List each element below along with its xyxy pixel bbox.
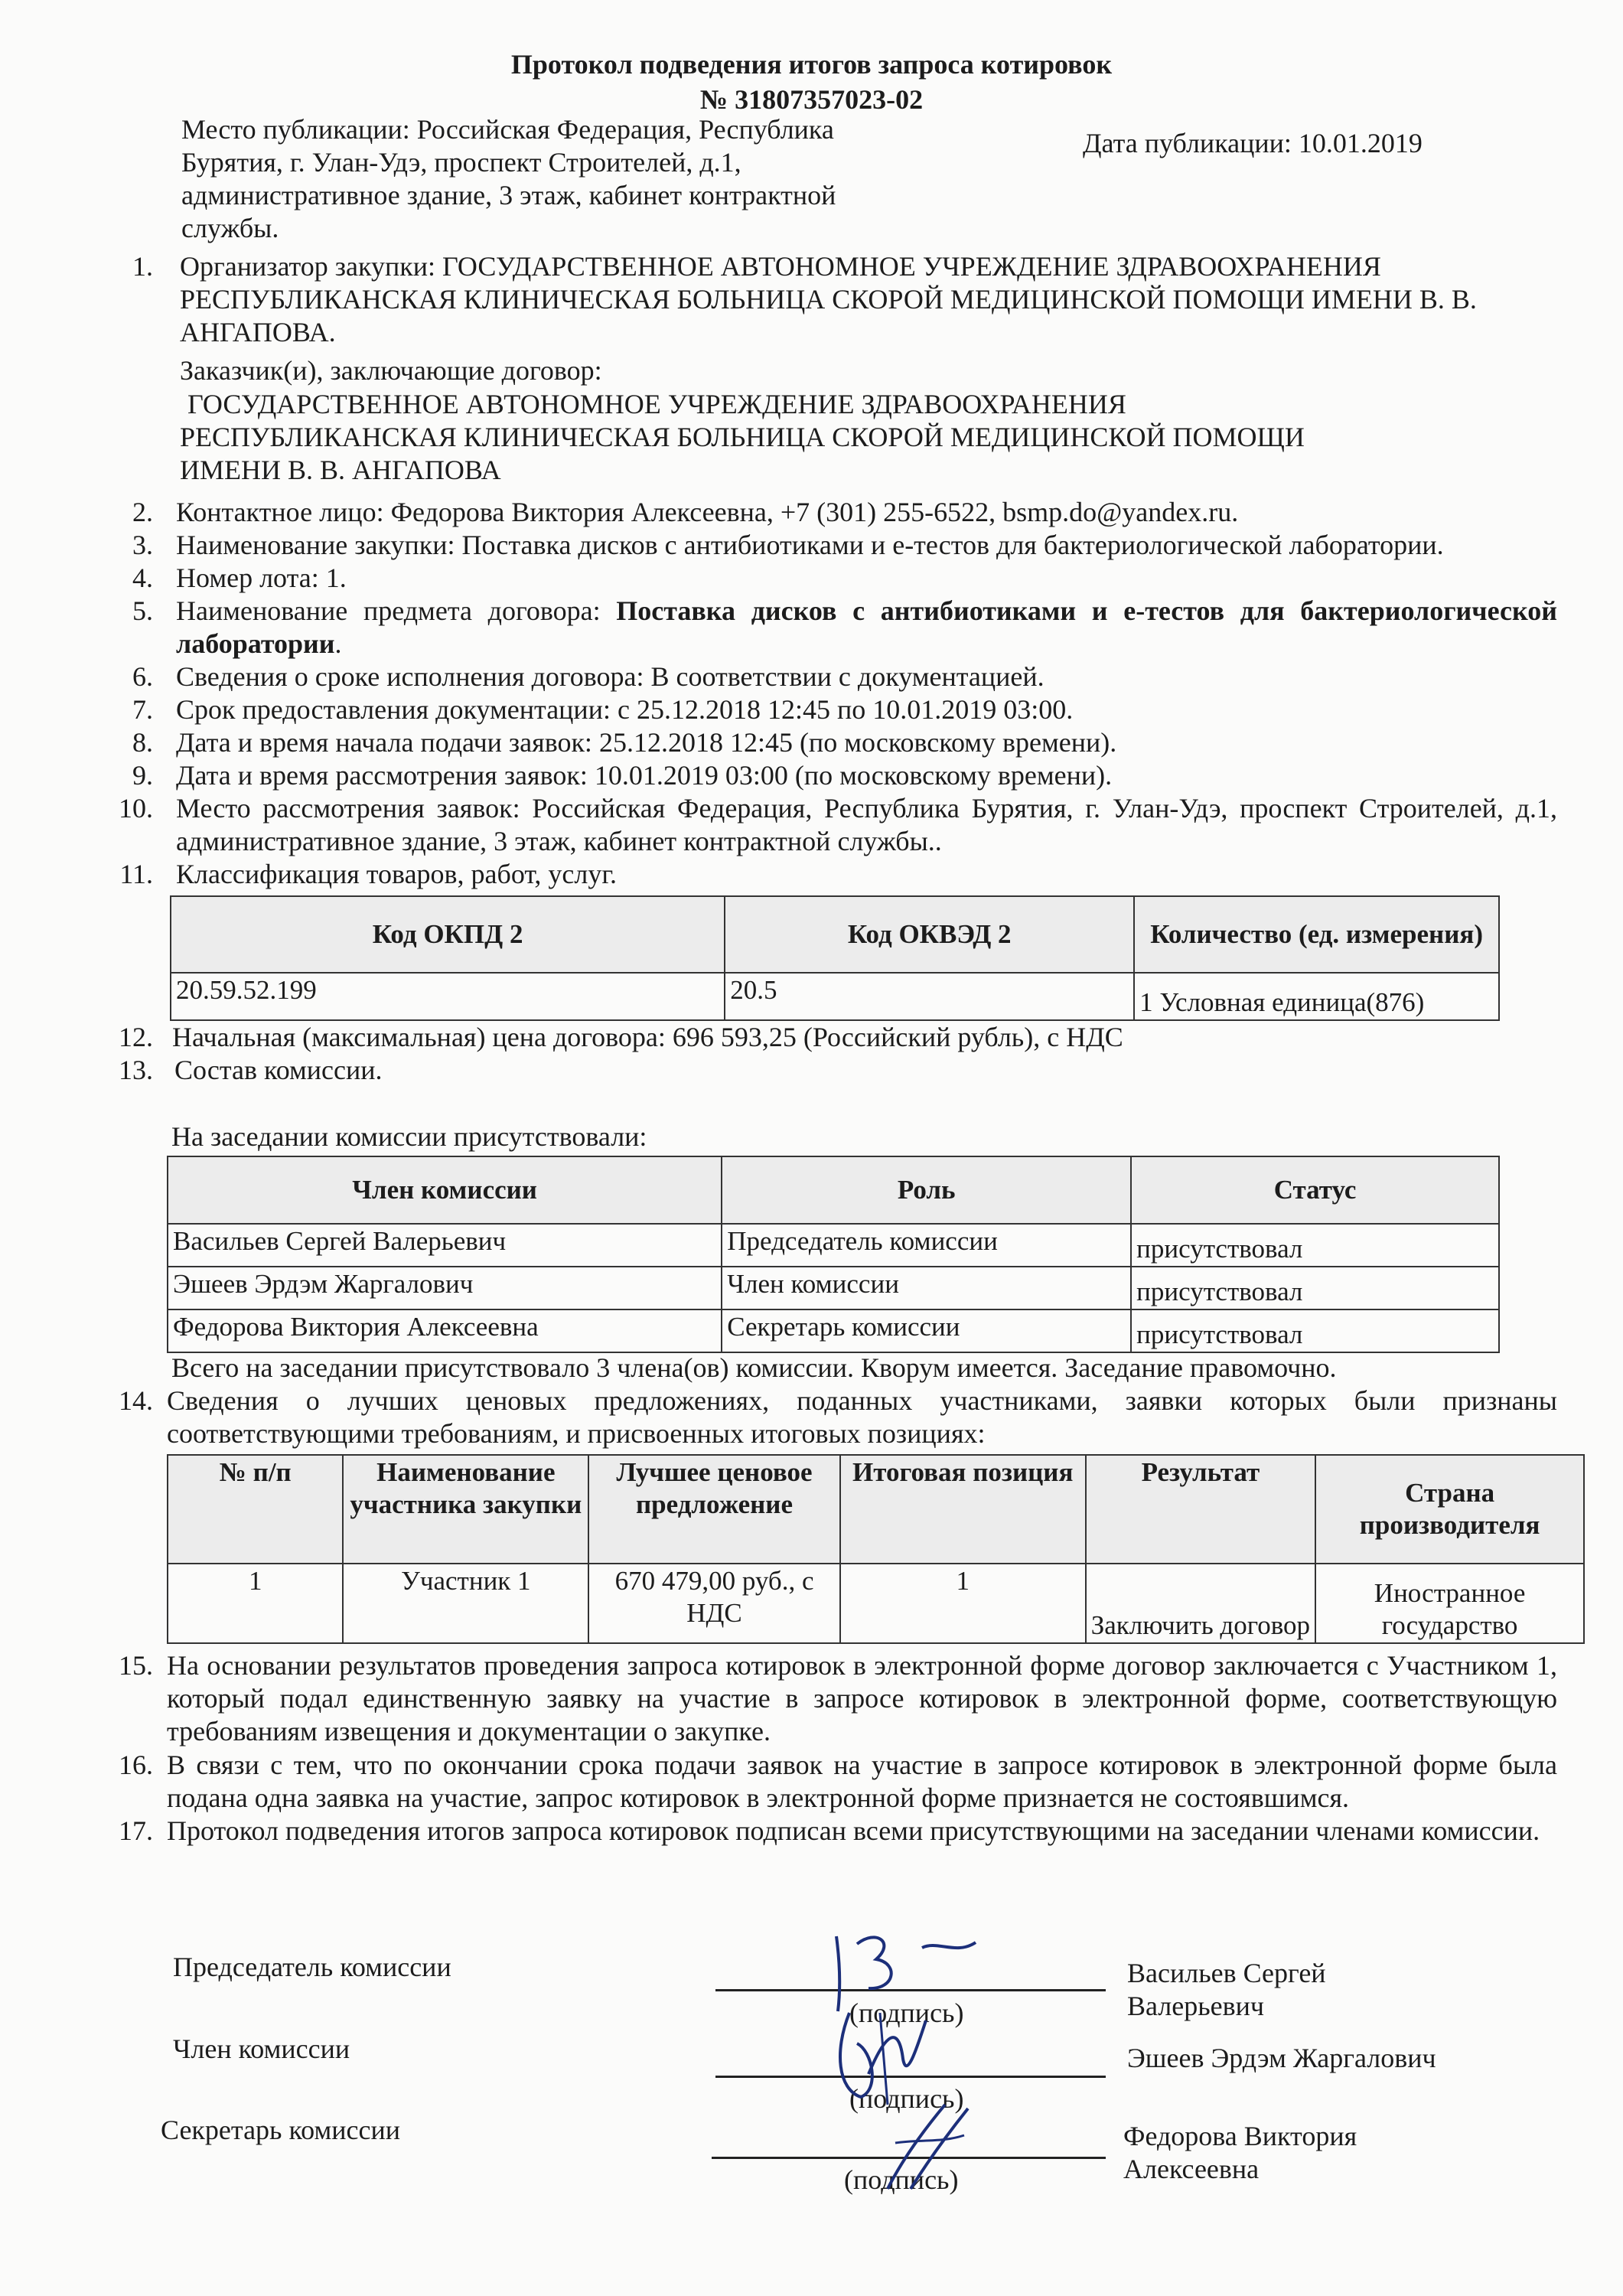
item-number: 6. [132,661,153,692]
item-number: 5. [132,595,153,626]
publication-date: Дата публикации: 10.01.2019 [1083,128,1423,158]
item-number: 8. [132,727,153,758]
table-row [168,1564,1584,1643]
table-header-row [168,1156,1499,1224]
review-place: Место рассмотрения заявок: Российская Федерация, Республика Бурятия, г. Улан-Удэ, проспект Строителей, д.1, административное здание, 3 этаж, кабинет контрактной службы.. [176,793,1557,856]
member-signature [826,1998,941,2112]
failure-notice: В связи с тем, что по окончании срока подачи заявок на участие в запросе котировок в электронной форме была подана одна заявка на участие, запрос котировок в электронной форме признается не состоявшимся. [167,1750,1557,1813]
column-header: Наименование участника закупки [343,1455,588,1564]
initial-price: Начальная (максимальная) цена договора: 696 593,25 (Российский рубль), с НДС [172,1022,1123,1052]
item-number: 2. [132,497,153,527]
signature-name-secretary: Федорова Виктория Алексеевна [1123,2121,1357,2184]
item-number: 4. [132,563,153,593]
table-cell: 670 479,00 руб., с НДС [588,1564,840,1643]
review-date: Дата и время рассмотрения заявок: 10.01.2019 03:00 (по московскому времени). [176,760,1113,791]
table-header-row [168,1455,1584,1564]
item-number: 11. [119,859,153,889]
offers-heading: Сведения о лучших ценовых предложениях, поданных участниками, заявки которых были признаны соответствующими требованиям, и присвоенных итоговых позициях: [167,1385,1557,1449]
commission-heading: Состав комиссии. [174,1055,383,1085]
contract-subject-tail: . [334,628,342,659]
table-row [171,973,1499,1020]
table-header-row [171,896,1499,973]
table-cell: присутствовал [1131,1267,1499,1309]
column-header: Член комиссии [168,1156,722,1224]
column-header: Итоговая позиция [840,1455,1086,1564]
column-header: Статус [1131,1156,1499,1224]
item-number: 13. [119,1055,153,1085]
classification-table [170,895,1500,1021]
column-header: Результат [1086,1455,1316,1564]
table-cell: 1 [168,1564,343,1643]
table-cell: 20.5 [725,973,1134,1020]
contract-subject-label: Наименование предмета договора: [176,595,617,626]
signature-caption: (подпись) [849,1998,964,2028]
signature-name-chairman: Васильев Сергей Валерьевич [1127,1958,1326,2021]
table-cell: 1 [840,1564,1086,1643]
classification-heading: Классификация товаров, работ, услуг. [176,859,618,889]
contact-person: Контактное лицо: Федорова Виктория Алексеевна, +7 (301) 255-6522, bsmp.do@yandex.ru. [176,497,1239,527]
secretary-signature [872,2097,979,2197]
signature-caption: (подпись) [849,2083,964,2114]
customer-label: Заказчик(и), заключающие договор: [180,355,602,386]
contract-subject-value: Поставка дисков с антибиотиками и е-тестов для бактериологической лаборатории [176,595,1557,659]
result-text: На основании результатов проведения запроса котировок в электронной форме договор заключается с Участником 1, который подал единственную заявку на участие в запросе котировок в электронной форме, соответствующую требованиям извещения и документации о закупке. [167,1650,1557,1746]
signing-note: Протокол подведения итогов запроса котировок подписан всеми присутствующими на заседании членами комиссии. [167,1815,1540,1846]
item-number: 14. [119,1385,153,1416]
table-cell: Участник 1 [343,1564,588,1643]
table-cell: Эшеев Эрдэм Жаргалович [168,1267,722,1309]
item-number: 10. [119,793,153,823]
table-row [168,1267,1499,1309]
document-number: № 31807357023-02 [699,84,924,115]
organizer-text: Организатор закупки: ГОСУДАРСТВЕННОЕ АВТОНОМНОЕ УЧРЕЖДЕНИЕ ЗДРАВООХРАНЕНИЯ РЕСПУБЛИКАНСКАЯ КЛИНИЧЕСКАЯ БОЛЬНИЦА СКОРОЙ МЕДИЦИНСКОЙ ПОМОЩИ ИМЕНИ В. В. АНГАПОВА. [180,251,1477,347]
signature-role-member: Член комиссии [173,2033,350,2064]
table-cell: Васильев Сергей Валерьевич [168,1224,722,1267]
table-cell: Председатель комиссии [722,1224,1131,1267]
item-number: 15. [119,1650,153,1681]
table-cell: Федорова Виктория Алексеевна [168,1309,722,1352]
contract-subject [176,595,1557,660]
signature-caption: (подпись) [844,2164,959,2195]
table-cell: Член комиссии [722,1267,1131,1309]
column-header: Количество (ед. измерения) [1134,896,1499,973]
column-header: Код ОКВЭД 2 [725,896,1134,973]
signature-name-member: Эшеев Эрдэм Жаргалович [1127,2043,1436,2073]
signature-role-chairman: Председатель комиссии [173,1952,451,1982]
table-cell: Заключить договор [1086,1564,1316,1643]
table-cell: Иностранное государство [1315,1564,1584,1643]
lot-number: Номер лота: 1. [176,563,347,593]
commission-table [167,1156,1500,1353]
item-number: 16. [119,1750,153,1780]
customer-name: ГОСУДАРСТВЕННОЕ АВТОНОМНОЕ УЧРЕЖДЕНИЕ ЗДРАВООХРАНЕНИЯ РЕСПУБЛИКАНСКАЯ КЛИНИЧЕСКАЯ БОЛЬНИЦА СКОРОЙ МЕДИЦИНСКОЙ ПОМОЩИ ИМЕНИ В. В. АНГАПОВА [180,389,1305,485]
table-cell: 20.59.52.199 [171,973,725,1020]
column-header: № п/п [168,1455,343,1564]
column-header: Код ОКПД 2 [171,896,725,973]
document-title: Протокол подведения итогов запроса котировок [510,49,1113,80]
item-number: 3. [132,530,153,560]
item-number: 17. [119,1815,153,1846]
submission-start: Дата и время начала подачи заявок: 25.12.2018 12:45 (по московскому времени). [176,727,1117,758]
signature-role-secretary: Секретарь комиссии [161,2115,400,2145]
offers-table [167,1454,1585,1644]
table-cell: присутствовал [1131,1224,1499,1267]
documentation-period: Срок предоставления документации: с 25.12.2018 12:45 по 10.01.2019 03:00. [176,694,1074,725]
commission-intro: На заседании комиссии присутствовали: [171,1121,647,1152]
column-header: Страна производителя [1315,1455,1584,1564]
table-cell: Секретарь комиссии [722,1309,1131,1352]
item-number: 7. [132,694,153,725]
item-number: 1. [132,251,153,282]
table-row [168,1309,1499,1352]
contract-term: Сведения о сроке исполнения договора: В соответствии с документацией. [176,661,1045,692]
item-number: 12. [119,1022,153,1052]
table-row [168,1224,1499,1267]
table-cell: присутствовал [1131,1309,1499,1352]
purchase-name: Наименование закупки: Поставка дисков с антибиотиками и е-тестов для бактериологической лаборатории. [176,530,1444,560]
item-number: 9. [132,760,153,791]
table-cell: 1 Условная единица(876) [1134,973,1499,1020]
quorum-summary: Всего на заседании присутствовало 3 члена(ов) комиссии. Кворум имеется. Заседание правомочно. [171,1352,1337,1383]
column-header: Лучшее ценовое предложение [588,1455,840,1564]
publication-place: Место публикации: Российская Федерация, Республика Бурятия, г. Улан-Удэ, проспект Строителей, д.1, административное здание, 3 этаж, кабинет контрактной службы. [181,114,836,243]
column-header: Роль [722,1156,1131,1224]
